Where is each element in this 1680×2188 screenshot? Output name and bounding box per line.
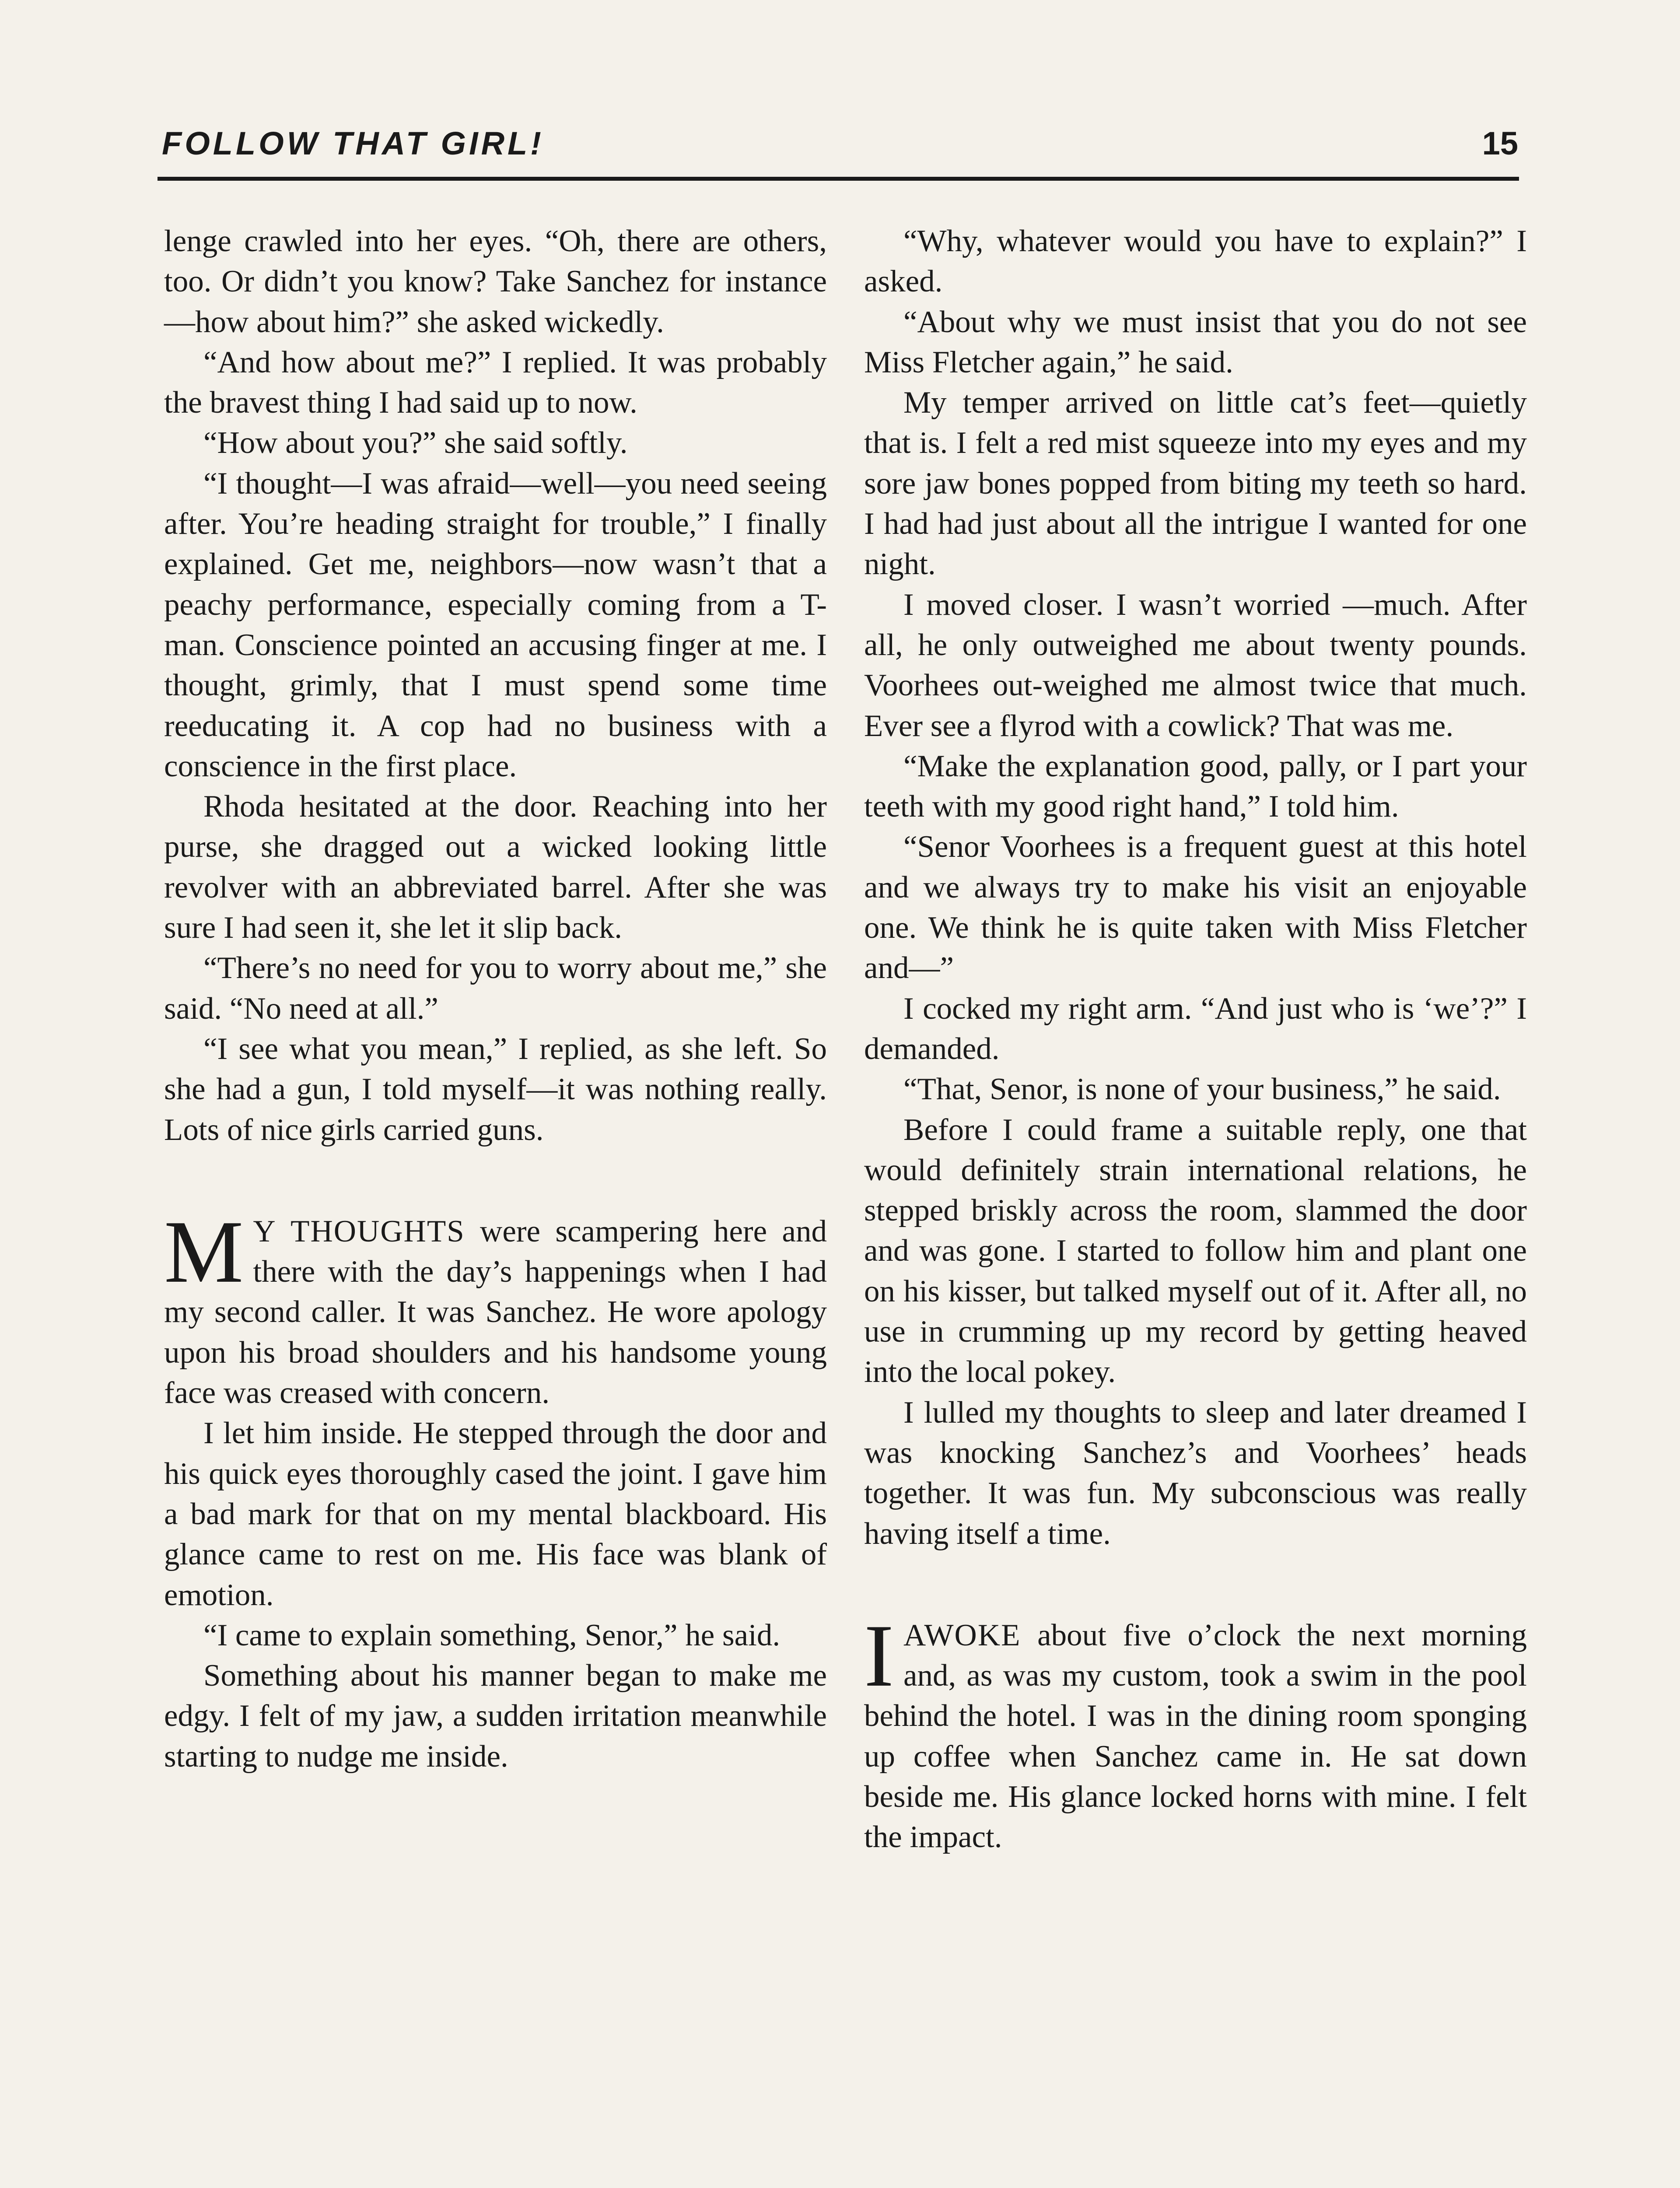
paragraph: Something about his manner began to make me edgy. I felt of my jaw, a sudden irritation meanwhile starting to nudge me inside.: [164, 1659, 827, 1774]
story-title: FOLLOW THAT GIRL!: [162, 125, 544, 161]
lead-in: Y THOUGHTS: [253, 1214, 465, 1248]
paragraph-text: were scampering here and there with the day’s happenings when I had my second caller. It was Sanchez. He wore apology upon his broad shoulders and his handsome young face was creased with concern.: [164, 1214, 827, 1410]
drop-cap: M: [164, 1202, 244, 1301]
paragraph: Before I could frame a suitable reply, one that would definitely strain international relations, he stepped briskly across the room, slammed the door and was gone. I started to follow him and plant one on his kisser, but talked myself out of it. After all, no use in crumming up my record by getting heaved into the local pokey.: [864, 1112, 1527, 1389]
paragraph: “I see what you mean,” I replied, as she left. So she had a gun, I told myself—it was nothing really. Lots of nice girls carried guns.: [164, 1031, 827, 1147]
drop-cap: I: [864, 1606, 894, 1705]
paragraph: “I came to explain something, Senor,” he said.: [203, 1618, 780, 1652]
paragraph: I cocked my right arm. “And just who is ‘we’?” I demanded.: [864, 991, 1527, 1066]
header-rule: [158, 177, 1519, 181]
paragraph: My temper arrived on little cat’s feet—quietly that is. I felt a red mist squeeze into my eyes and my sore jaw bones popped from biting my teeth so hard. I had had just about all the intrigue I wanted for one night.: [864, 386, 1527, 582]
running-head: [162, 125, 1518, 173]
paragraph-text: about five o’clock the next morning and, as was my custom, took a swim in the pool behind the hotel. I was in the dining room sponging up coffee when Sanchez came in. He sat down beside me. His glance locked horns with mine. I felt the impact.: [864, 1618, 1527, 1855]
paragraph: Rhoda hesitated at the door. Reaching into her purse, she dragged out a wicked looking little revolver with an abbreviated barrel. After she was sure I had seen it, she let it slip back.: [164, 789, 827, 945]
paragraph: “Make the explanation good, pally, or I part your teeth with my good right hand,” I told him.: [864, 749, 1527, 824]
paragraph: “How about you?” she said softly.: [203, 426, 628, 460]
right-column: [864, 221, 1527, 1858]
paragraph: “I thought—I was afraid—well—you need seeing after. You’re heading straight for trouble,” I finally explained. Get me, neighbors—now wasn’t that a peachy performance, especially coming from a T-man. Conscience pointed an accusing finger at me. I thought, grimly, that I must spend some time reeducating it. A cop had no business with a conscience in the first place.: [164, 466, 827, 783]
left-column: [164, 221, 827, 1777]
paragraph: “About why we must insist that you do not see Miss Fletcher again,” he said.: [864, 305, 1527, 379]
paragraph: “Why, whatever would you have to explain?” I asked.: [864, 224, 1527, 299]
lead-in: AWOKE: [903, 1618, 1021, 1652]
paragraph: I let him inside. He stepped through the door and his quick eyes thoroughly cased the joint. I gave him a bad mark for that on my mental blackboard. His glance came to rest on me. His face was blank of emotion.: [164, 1416, 827, 1612]
paragraph: “Senor Voorhees is a frequent guest at this hotel and we always try to make his visit an enjoyable one. We think he is quite taken with Miss Fletcher and—”: [864, 830, 1527, 985]
section-opening-paragraph: [164, 1202, 827, 1413]
paragraph: lenge crawled into her eyes. “Oh, there are others, too. Or didn’t you know? Take Sanchez for instance—how about him?” she asked wickedly.: [164, 224, 827, 339]
section-opening-paragraph: [864, 1606, 1527, 1858]
paragraph: “There’s no need for you to worry about me,” she said. “No need at all.”: [164, 951, 827, 1026]
paragraph: I moved closer. I wasn’t worried —much. After all, he only outweighed me about twenty pounds. Voorhees out-weighed me almost twice that much. Ever see a flyrod with a cowlick? That was me.: [864, 587, 1527, 743]
paragraph: “That, Senor, is none of your business,” he said.: [903, 1072, 1501, 1107]
paragraph: “And how about me?” I replied. It was probably the bravest thing I had said up to now.: [164, 345, 827, 420]
paragraph: I lulled my thoughts to sleep and later dreamed I was knocking Sanchez’s and Voorhees’ heads together. It was fun. My subconscious was really having itself a time.: [864, 1395, 1527, 1551]
page-number: 15: [1482, 125, 1518, 161]
